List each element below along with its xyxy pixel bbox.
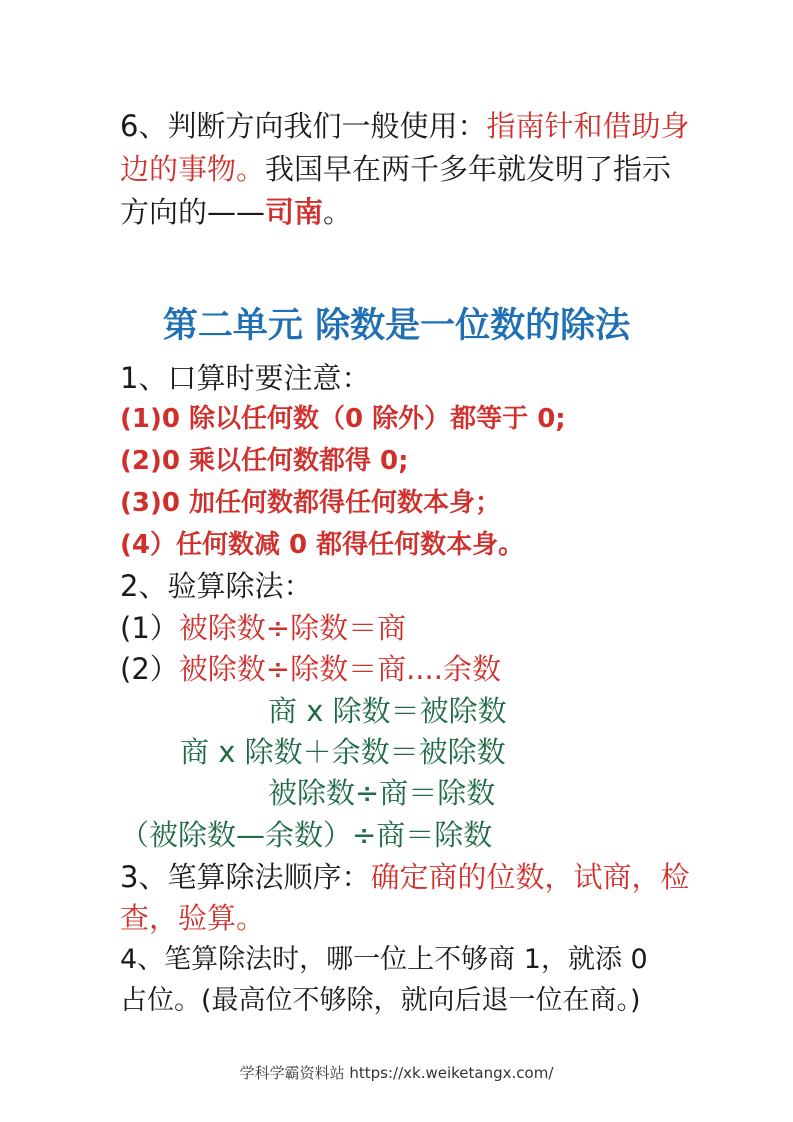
rule-4: (4）任何数减 0 都得任何数本身。 — [120, 530, 525, 560]
unit-title: 第二单元 除数是一位数的除法 — [162, 306, 631, 346]
item3-line1 — [120, 857, 689, 897]
rule-3: (3)0 加任何数都得任何数本身； — [120, 488, 501, 518]
item3-label: 3、笔算除法顺序： — [120, 860, 371, 894]
case-formula: 被除数÷除数＝商....余数 — [178, 652, 501, 686]
section6-answer: 边的事物。 — [120, 152, 266, 186]
section6-line1 — [120, 106, 689, 146]
rule-2: (2)0 乘以任何数都得 0; — [120, 446, 409, 476]
item3-steps: 确定商的位数，试商，检 — [370, 860, 690, 894]
section6-answer: 司南 — [265, 195, 324, 229]
section6-text: 我国早在两千多年就发明了指示 — [265, 152, 672, 186]
section6-answer: 指南针和借助身 — [486, 109, 690, 143]
check-formula-3: 被除数÷商＝除数 — [268, 776, 496, 810]
rule-1: (1)0 除以任何数（0 除外）都等于 0; — [120, 404, 566, 434]
check-formula-1: 商 x 除数＝被除数 — [268, 694, 507, 728]
item4-line2: 占位。(最高位不够除，就向后退一位在商。) — [120, 985, 641, 1016]
item2-heading: 2、验算除法： — [120, 569, 313, 603]
footer-watermark: 学科学霸资料站 https://xk.weiketangx.com/ — [239, 1064, 554, 1082]
item1-heading: 1、口算时要注意： — [120, 361, 371, 395]
case-formula: 被除数÷除数＝商 — [178, 611, 407, 645]
case-2 — [120, 649, 501, 689]
case-1 — [120, 608, 406, 648]
item4-line1: 4、笔算除法时，哪一位上不够商 1，就添 0 — [120, 944, 648, 975]
section6-line3 — [120, 192, 352, 232]
section6-text: 方向的—— — [120, 195, 266, 229]
case-label: (2） — [120, 652, 179, 686]
item3-line2: 查，验算。 — [120, 901, 266, 935]
check-formula-2: 商 x 除数＋余数＝被除数 — [180, 735, 506, 769]
section6-text: 6、判断方向我们一般使用： — [120, 109, 487, 143]
section6-line2 — [120, 149, 671, 189]
check-formula-4: （被除数—余数）÷商＝除数 — [120, 818, 493, 852]
case-label: (1） — [120, 611, 179, 645]
section6-text: 。 — [323, 195, 353, 229]
